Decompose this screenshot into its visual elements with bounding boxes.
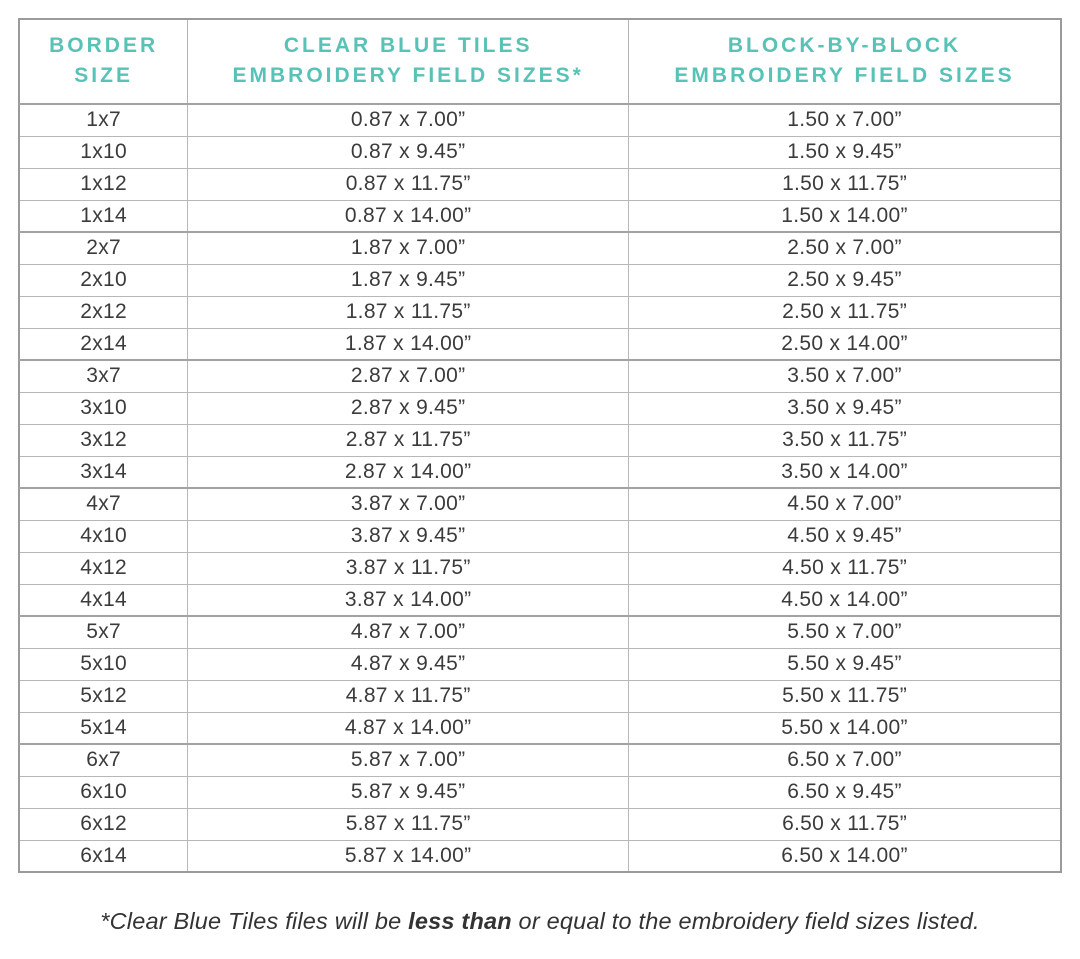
cell-border-size: 4x12 [19, 552, 188, 584]
cell-block-by-block-size: 4.50 x 11.75” [629, 552, 1061, 584]
table-row [19, 712, 1061, 744]
cell-border-size: 1x7 [19, 104, 188, 136]
cell-clear-blue-tiles-size: 3.87 x 11.75” [188, 552, 629, 584]
header-block-by-block-line1: BLOCK-BY-BLOCK [727, 34, 962, 57]
cell-clear-blue-tiles-size: 1.87 x 9.45” [188, 264, 629, 296]
table-row [19, 136, 1061, 168]
cell-block-by-block-size: 3.50 x 9.45” [629, 392, 1061, 424]
cell-border-size: 4x7 [19, 488, 188, 520]
header-block-by-block-line2: EMBROIDERY FIELD SIZES [674, 64, 1015, 87]
table-row [19, 680, 1061, 712]
cell-clear-blue-tiles-size: 4.87 x 11.75” [188, 680, 629, 712]
header-block-by-block [629, 19, 1061, 104]
table-body [19, 104, 1061, 872]
cell-border-size: 3x10 [19, 392, 188, 424]
footnote-suffix: or equal to the embroidery field sizes listed. [511, 908, 980, 934]
cell-border-size: 2x10 [19, 264, 188, 296]
table-row [19, 616, 1061, 648]
cell-clear-blue-tiles-size: 3.87 x 9.45” [188, 520, 629, 552]
cell-block-by-block-size: 2.50 x 9.45” [629, 264, 1061, 296]
cell-clear-blue-tiles-size: 0.87 x 9.45” [188, 136, 629, 168]
cell-border-size: 2x12 [19, 296, 188, 328]
table-row [19, 808, 1061, 840]
cell-clear-blue-tiles-size: 5.87 x 11.75” [188, 808, 629, 840]
table-row [19, 104, 1061, 136]
cell-block-by-block-size: 4.50 x 7.00” [629, 488, 1061, 520]
cell-border-size: 5x14 [19, 712, 188, 744]
cell-clear-blue-tiles-size: 4.87 x 9.45” [188, 648, 629, 680]
table-row [19, 360, 1061, 392]
cell-clear-blue-tiles-size: 0.87 x 11.75” [188, 168, 629, 200]
cell-block-by-block-size: 2.50 x 7.00” [629, 232, 1061, 264]
header-border-size-line1: BORDER [49, 34, 159, 57]
table-row [19, 488, 1061, 520]
header-clear-blue-tiles-line1: CLEAR BLUE TILES [283, 34, 533, 57]
cell-border-size: 5x12 [19, 680, 188, 712]
cell-border-size: 2x7 [19, 232, 188, 264]
cell-clear-blue-tiles-size: 1.87 x 11.75” [188, 296, 629, 328]
header-row [19, 19, 1061, 104]
table-row [19, 840, 1061, 872]
header-border-size [19, 19, 188, 104]
cell-clear-blue-tiles-size: 5.87 x 9.45” [188, 776, 629, 808]
table-row [19, 232, 1061, 264]
cell-clear-blue-tiles-size: 2.87 x 11.75” [188, 424, 629, 456]
cell-block-by-block-size: 5.50 x 9.45” [629, 648, 1061, 680]
cell-block-by-block-size: 3.50 x 11.75” [629, 424, 1061, 456]
cell-block-by-block-size: 2.50 x 14.00” [629, 328, 1061, 360]
table-row [19, 456, 1061, 488]
cell-block-by-block-size: 1.50 x 14.00” [629, 200, 1061, 232]
cell-clear-blue-tiles-size: 3.87 x 7.00” [188, 488, 629, 520]
table-row [19, 648, 1061, 680]
size-table-container [18, 18, 1062, 873]
table-row [19, 552, 1061, 584]
cell-block-by-block-size: 2.50 x 11.75” [629, 296, 1061, 328]
cell-border-size: 4x10 [19, 520, 188, 552]
cell-clear-blue-tiles-size: 4.87 x 7.00” [188, 616, 629, 648]
cell-block-by-block-size: 5.50 x 14.00” [629, 712, 1061, 744]
cell-border-size: 3x7 [19, 360, 188, 392]
cell-clear-blue-tiles-size: 1.87 x 7.00” [188, 232, 629, 264]
cell-border-size: 1x14 [19, 200, 188, 232]
cell-border-size: 1x10 [19, 136, 188, 168]
cell-border-size: 3x12 [19, 424, 188, 456]
cell-clear-blue-tiles-size: 5.87 x 14.00” [188, 840, 629, 872]
table-row [19, 264, 1061, 296]
table-row [19, 168, 1061, 200]
header-clear-blue-tiles-line2: EMBROIDERY FIELD SIZES* [232, 64, 584, 87]
table-row [19, 392, 1061, 424]
cell-clear-blue-tiles-size: 0.87 x 14.00” [188, 200, 629, 232]
footnote-prefix: *Clear Blue Tiles files will be [100, 908, 409, 934]
table-row [19, 744, 1061, 776]
cell-block-by-block-size: 6.50 x 11.75” [629, 808, 1061, 840]
table-row [19, 328, 1061, 360]
cell-block-by-block-size: 6.50 x 9.45” [629, 776, 1061, 808]
cell-block-by-block-size: 1.50 x 9.45” [629, 136, 1061, 168]
footnote [0, 908, 1080, 935]
table-row [19, 584, 1061, 616]
cell-block-by-block-size: 3.50 x 7.00” [629, 360, 1061, 392]
table-header [19, 19, 1061, 104]
cell-border-size: 6x7 [19, 744, 188, 776]
table-row [19, 200, 1061, 232]
cell-border-size: 6x12 [19, 808, 188, 840]
cell-border-size: 5x10 [19, 648, 188, 680]
cell-border-size: 1x12 [19, 168, 188, 200]
cell-clear-blue-tiles-size: 5.87 x 7.00” [188, 744, 629, 776]
cell-block-by-block-size: 1.50 x 7.00” [629, 104, 1061, 136]
cell-border-size: 4x14 [19, 584, 188, 616]
cell-clear-blue-tiles-size: 1.87 x 14.00” [188, 328, 629, 360]
table-row [19, 520, 1061, 552]
cell-block-by-block-size: 5.50 x 7.00” [629, 616, 1061, 648]
table-row [19, 776, 1061, 808]
cell-clear-blue-tiles-size: 2.87 x 14.00” [188, 456, 629, 488]
table-row [19, 296, 1061, 328]
cell-clear-blue-tiles-size: 4.87 x 14.00” [188, 712, 629, 744]
cell-border-size: 6x14 [19, 840, 188, 872]
cell-border-size: 2x14 [19, 328, 188, 360]
header-clear-blue-tiles [188, 19, 629, 104]
cell-block-by-block-size: 3.50 x 14.00” [629, 456, 1061, 488]
cell-clear-blue-tiles-size: 2.87 x 9.45” [188, 392, 629, 424]
cell-block-by-block-size: 5.50 x 11.75” [629, 680, 1061, 712]
table-row [19, 424, 1061, 456]
footnote-bold-text: less than [408, 908, 512, 934]
cell-border-size: 3x14 [19, 456, 188, 488]
cell-clear-blue-tiles-size: 2.87 x 7.00” [188, 360, 629, 392]
cell-block-by-block-size: 6.50 x 14.00” [629, 840, 1061, 872]
cell-border-size: 5x7 [19, 616, 188, 648]
cell-block-by-block-size: 6.50 x 7.00” [629, 744, 1061, 776]
cell-block-by-block-size: 1.50 x 11.75” [629, 168, 1061, 200]
cell-border-size: 6x10 [19, 776, 188, 808]
cell-block-by-block-size: 4.50 x 9.45” [629, 520, 1061, 552]
header-border-size-line2: SIZE [74, 64, 133, 87]
cell-block-by-block-size: 4.50 x 14.00” [629, 584, 1061, 616]
embroidery-field-size-table [18, 18, 1062, 873]
cell-clear-blue-tiles-size: 0.87 x 7.00” [188, 104, 629, 136]
cell-clear-blue-tiles-size: 3.87 x 14.00” [188, 584, 629, 616]
